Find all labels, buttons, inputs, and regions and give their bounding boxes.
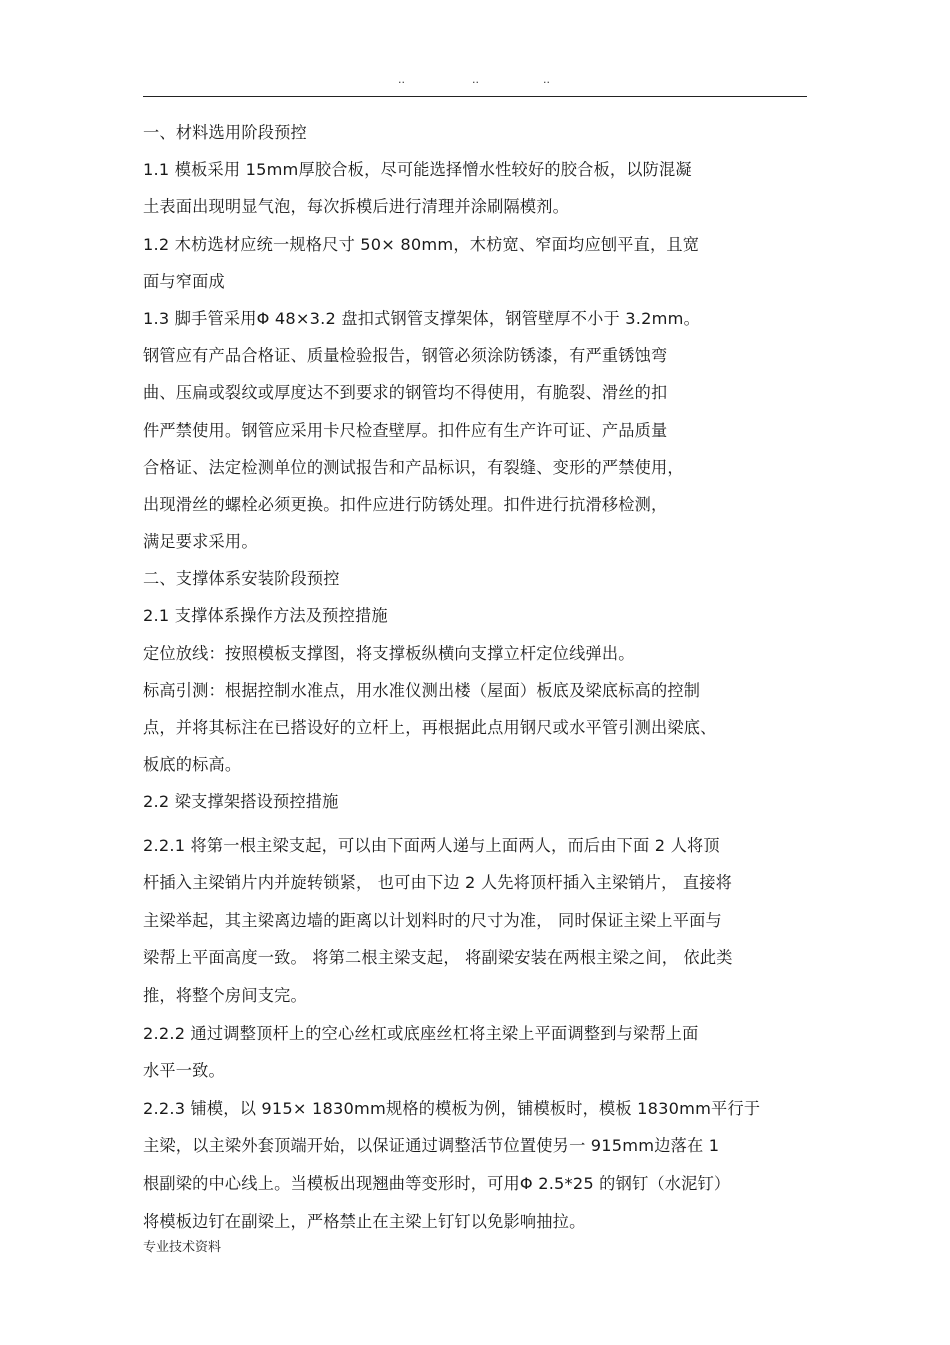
text-line: 定位放线：按照模板支撑图，将支撑板纵横向支撑立杆定位线弹出。 — [143, 643, 635, 663]
text-line: 推，将整个房间支完。 — [143, 985, 307, 1005]
text-line: 2.2.1 将第一根主梁支起，可以由下面两人递与上面两人，而后由下面 2 人将顶 — [143, 835, 720, 855]
page-footer: 专业技术资料 — [143, 1240, 222, 1255]
text-line: 面与窄面成 — [143, 271, 225, 291]
text-line: 合格证、法定检测单位的测试报告和产品标识，有裂缝、变形的严禁使用， — [143, 457, 684, 477]
text-line: 点，并将其标注在已搭设好的立杆上，再根据此点用钢尺或水平管引测出梁底、 — [143, 718, 717, 737]
text-line: 曲、压扁或裂纹或厚度达不到要求的钢管均不得使用，有脆裂、滑丝的扣 — [143, 383, 668, 403]
text-line: 板底的标高。 — [143, 755, 242, 775]
text-line: 出现滑丝的螺栓必须更换。扣件应进行防锈处理。扣件进行抗滑移检测， — [143, 494, 668, 514]
subsection-heading: 2.1 支撑体系操作方法及预控措施 — [143, 606, 388, 626]
text-line: 主梁，以主梁外套顶端开始，以保证通过调整活节位置使另一 915mm边落在 1 — [143, 1136, 720, 1156]
text-line: 杆插入主梁销片内并旋转锁紧， 也可由下边 2 人先将顶杆插入主梁销片， 直接将 — [143, 873, 733, 893]
header-divider — [143, 96, 807, 97]
text-line: 件严禁使用。钢管应采用卡尺检查壁厚。扣件应有生产许可证、产品质量 — [143, 420, 668, 440]
text-line: 钢管应有产品合格证、质量检验报告，钢管必须涂防锈漆，有严重锈蚀弯 — [143, 346, 668, 366]
text-line: 标高引测：根据控制水准点，用水准仪测出楼（屋面）板底及梁底标高的控制 — [143, 680, 701, 700]
text-line: 2.2.3 铺模，以 915× 1830mm规格的模板为例，铺模板时，模板 1830mm平行于 — [143, 1098, 761, 1118]
header-dot-mark: .. — [543, 73, 550, 86]
page-header — [0, 72, 950, 88]
text-line: 1.2 木枋选材应统一规格尺寸 50× 80mm，木枋宽、窄面均应刨平直，且宽 — [143, 234, 700, 254]
header-dot-mark: .. — [472, 73, 479, 86]
text-line: 2.2.2 通过调整顶杆上的空心丝杠或底座丝杠将主梁上平面调整到与梁帮上面 — [143, 1023, 699, 1043]
text-line: 1.3 脚手管采用Φ 48×3.2 盘扣式钢管支撑架体，钢管壁厚不小于 3.2mm。 — [143, 308, 700, 328]
section-heading: 二、支撑体系安装阶段预控 — [143, 569, 340, 589]
text-line: 将模板边钉在副梁上，严格禁止在主梁上钉钉以免影响抽拉。 — [143, 1211, 586, 1231]
text-line: 1.1 模板采用 15mm厚胶合板，尽可能选择憎水性较好的胶合板，以防混凝 — [143, 160, 692, 180]
text-line: 梁帮上平面高度一致。 将第二根主梁支起， 将副梁安装在两根主梁之间， 依此类 — [143, 948, 733, 968]
text-line: 水平一致。 — [143, 1061, 225, 1081]
header-dot-mark: .. — [398, 73, 405, 86]
subsection-heading: 2.2 梁支撑架搭设预控措施 — [143, 792, 339, 812]
text-line: 主梁举起，其主梁离边墙的距离以计划料时的尺寸为准， 同时保证主梁上平面与 — [143, 910, 722, 930]
section-heading: 一、材料选用阶段预控 — [143, 123, 307, 142]
document-body — [143, 114, 813, 1240]
text-line: 土表面出现明显气泡，每次拆模后进行清理并涂刷隔模剂。 — [143, 197, 570, 217]
text-line: 满足要求采用。 — [143, 532, 258, 552]
text-line: 根副梁的中心线上。当模板出现翘曲等变形时，可用Φ 2.5*25 的钢钉（水泥钉） — [143, 1173, 731, 1193]
